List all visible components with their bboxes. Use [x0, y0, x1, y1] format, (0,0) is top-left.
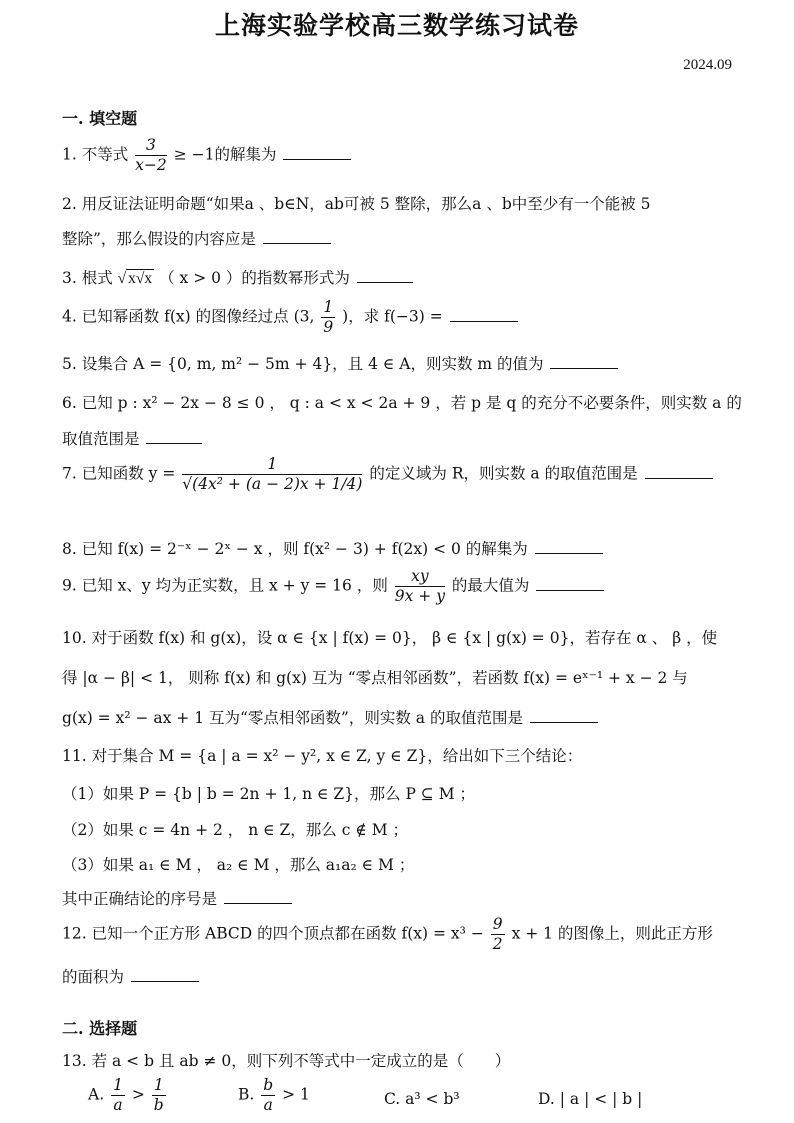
- answer-blank-6[interactable]: [146, 429, 202, 444]
- q7-prefix: 7. 已知函数 y =: [62, 464, 176, 483]
- answer-blank-8[interactable]: [535, 539, 603, 554]
- question-1: [62, 136, 351, 175]
- option-a-label: A.: [88, 1085, 105, 1104]
- q3-prefix: 3. 根式: [62, 269, 113, 287]
- answer-blank-5[interactable]: [550, 354, 618, 369]
- answer-blank-1[interactable]: [283, 145, 351, 160]
- q3-radicand: x√x: [128, 270, 153, 287]
- question-8: [62, 537, 603, 559]
- q4-suffix: )，求 f(−3) =: [342, 307, 443, 326]
- question-5: [62, 352, 618, 374]
- q4-fraction: [321, 298, 335, 337]
- q1-numerator: 3: [135, 136, 167, 156]
- answer-blank-10[interactable]: [530, 708, 598, 723]
- q1-denominator: x−2: [135, 156, 167, 174]
- q7-denominator: √(4x² + (a − 2)x + 1/4): [182, 475, 363, 493]
- section-choice: 二. 选择题: [62, 1019, 138, 1038]
- q6-line2-text: 取值范围是: [62, 430, 140, 448]
- question-11-line-2: （1）如果 P = {b | b = 2n + 1, n ∈ Z}，那么 P ⊆ M ；: [62, 785, 476, 803]
- q3-suffix: （ x > 0 ）的指数幂形式为: [159, 269, 350, 287]
- question-13-stem: 13. 若 a < b 且 ab ≠ 0，则下列不等式中一定成立的是（ ）: [62, 1052, 511, 1070]
- q1-fraction: [135, 136, 167, 175]
- question-10-line-3: [62, 706, 598, 728]
- exam-date: 2024.09: [683, 57, 732, 73]
- q9-numerator: xy: [395, 567, 445, 587]
- option-a[interactable]: [88, 1076, 168, 1115]
- option-b[interactable]: [238, 1076, 310, 1115]
- question-9: [62, 567, 604, 606]
- q4-numerator: 1: [323, 298, 334, 316]
- q7-suffix: 的定义域为 R，则实数 a 的取值范围是: [369, 464, 638, 483]
- question-11-line-5: [62, 887, 292, 909]
- option-a-num-1: 1: [113, 1076, 123, 1094]
- question-3: [62, 266, 413, 288]
- answer-blank-4[interactable]: [450, 307, 518, 322]
- answer-blank-3[interactable]: [357, 268, 413, 283]
- option-b-label: B.: [238, 1085, 255, 1104]
- q7-fraction: [182, 455, 362, 494]
- question-2-line-2: [62, 227, 331, 249]
- q12-fraction: [491, 915, 505, 954]
- option-d-text: | a | < | b |: [559, 1090, 643, 1108]
- option-d-label: D.: [538, 1090, 555, 1108]
- q1-suffix: ≥ −1的解集为: [173, 145, 277, 164]
- option-c-label: C.: [384, 1090, 401, 1108]
- question-11-line-4: （3）如果 a₁ ∈ M ， a₂ ∈ M ，那么 a₁a₂ ∈ M ；: [62, 856, 415, 874]
- option-c[interactable]: [384, 1090, 460, 1108]
- q1-prefix: 1. 不等式: [62, 145, 129, 164]
- answer-blank-9[interactable]: [536, 576, 604, 591]
- question-11-line-3: （2）如果 c = 4n + 2 ， n ∈ Z，那么 c ∉ M ；: [62, 821, 409, 839]
- q12-denominator: 2: [492, 935, 503, 953]
- answer-blank-7[interactable]: [645, 464, 713, 479]
- q9-fraction: [395, 567, 445, 606]
- q12-prefix: 12. 已知一个正方形 ABCD 的四个顶点都在函数 f(x) = x³ −: [62, 924, 484, 943]
- option-b-num: b: [263, 1076, 274, 1094]
- option-a-num-2: 1: [153, 1076, 164, 1094]
- q5-text: 5. 设集合 A = {0, m, m² − 5m + 4}，且 4 ∈ A，则实数 m 的值为: [62, 355, 544, 373]
- q2-line2-text: 整除”，那么假设的内容应是: [62, 230, 256, 248]
- q7-numerator: 1: [182, 455, 362, 475]
- q9-denominator: 9x + y: [394, 587, 445, 605]
- question-6-line-1: 6. 已知 p : x² − 2x − 8 ≤ 0 ， q : a < x < 2a + 9 ，若 p 是 q 的充分不必要条件，则实数 a 的: [62, 394, 742, 412]
- q12-numerator: 9: [492, 915, 503, 933]
- option-a-fraction-1: [111, 1076, 125, 1115]
- option-a-fraction-2: [152, 1076, 166, 1115]
- question-10-line-1: 10. 对于函数 f(x) 和 g(x)，设 α ∈ {x | f(x) = 0}， β ∈ {x | g(x) = 0}，若存在 α 、 β ，使: [62, 629, 718, 647]
- option-a-operator: >: [131, 1085, 145, 1104]
- option-b-fraction: [261, 1076, 275, 1115]
- option-b-den: a: [263, 1096, 273, 1114]
- q3-radical: √ x√x: [117, 270, 153, 287]
- question-4: [62, 298, 518, 337]
- q4-denominator: 9: [323, 318, 334, 336]
- answer-blank-12[interactable]: [131, 967, 199, 982]
- option-c-text: a³ < b³: [405, 1090, 460, 1108]
- q9-suffix: 的最大值为: [451, 576, 530, 595]
- page-title: 上海实验学校高三数学练习试卷: [214, 11, 579, 40]
- option-a-den-1: a: [113, 1096, 123, 1114]
- q12-line2-text: 的面积为: [62, 968, 125, 986]
- question-2-line-1: 2. 用反证法证明命题“如果a 、b∈N，ab可被 5 整除，那么a 、b中至少有一个能被 5: [62, 195, 651, 213]
- question-12-line-2: [62, 965, 199, 987]
- answer-blank-11[interactable]: [224, 889, 292, 904]
- q4-prefix: 4. 已知幂函数 f(x) 的图像经过点 (3,: [62, 307, 315, 326]
- question-10-line-2: 得 |α − β| < 1， 则称 f(x) 和 g(x) 互为 “零点相邻函数”，若函数 f(x) = eˣ⁻¹ + x − 2 与: [62, 669, 688, 687]
- q11-line5-text: 其中正确结论的序号是: [62, 890, 218, 908]
- question-7: [62, 455, 713, 494]
- question-11-line-1: 11. 对于集合 M = {a | a = x² − y², x ∈ Z, y ∈ Z}，给出如下三个结论：: [62, 747, 583, 765]
- question-12-line-1: [62, 915, 713, 954]
- q12-suffix: x + 1 的图像上，则此正方形: [511, 924, 713, 943]
- option-b-suffix: > 1: [282, 1085, 310, 1104]
- option-a-den-2: b: [153, 1096, 164, 1114]
- q8-text: 8. 已知 f(x) = 2⁻ˣ − 2ˣ − x ，则 f(x² − 3) + f(2x) < 0 的解集为: [62, 540, 528, 558]
- answer-blank-2[interactable]: [263, 229, 331, 244]
- section-fill-in: 一. 填空题: [62, 109, 138, 128]
- q9-prefix: 9. 已知 x、y 均为正实数，且 x + y = 16 ，则: [62, 576, 388, 595]
- option-d[interactable]: [538, 1090, 642, 1108]
- question-6-line-2: [62, 427, 202, 449]
- q10-line3-text: g(x) = x² − ax + 1 互为“零点相邻函数”，则实数 a 的取值范围是: [62, 709, 523, 727]
